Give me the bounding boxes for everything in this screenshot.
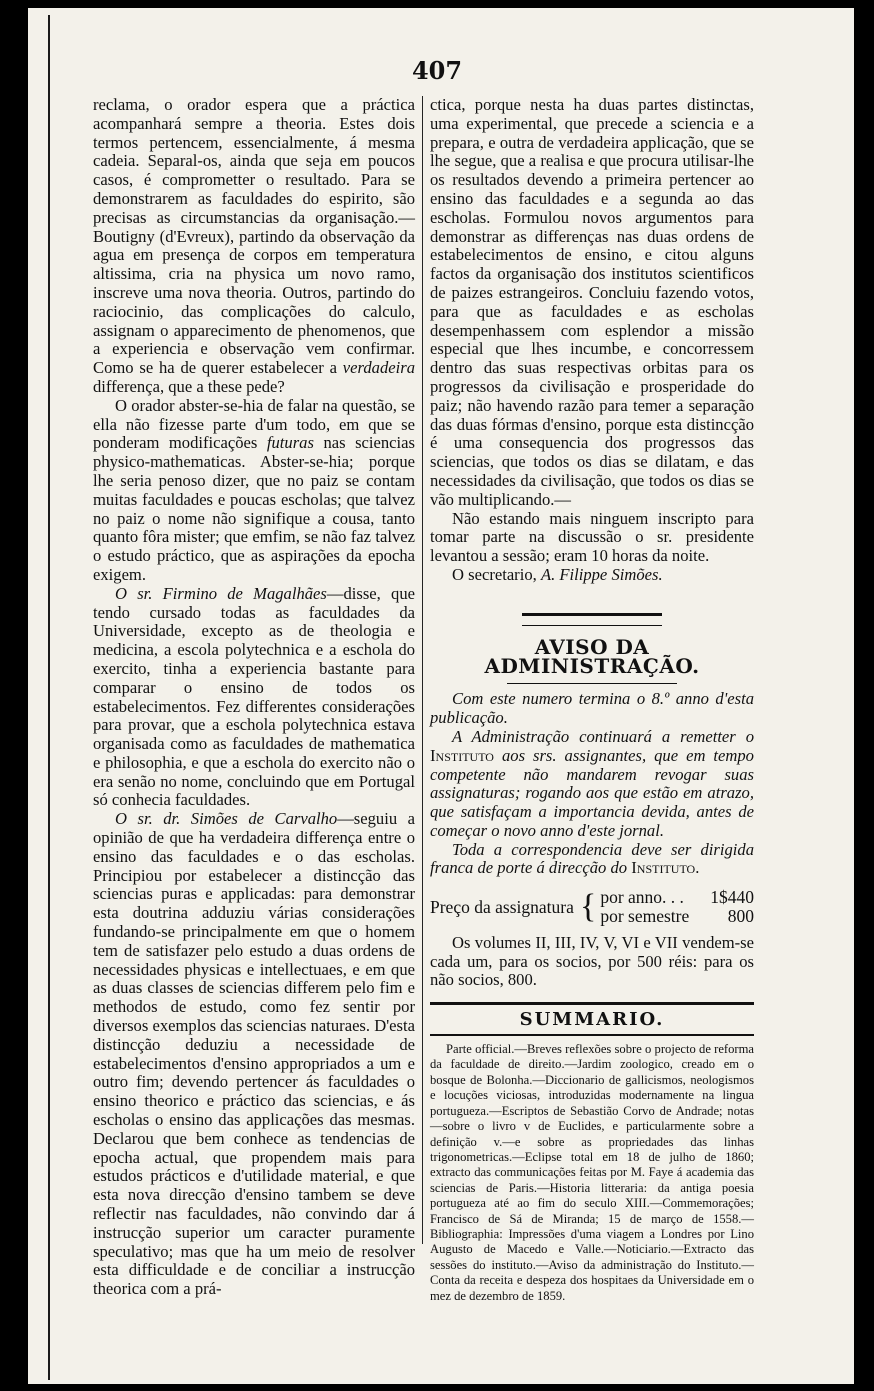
left-paragraph-3: O sr. Firmino de Magalhães—disse, que tendo cursado todas as faculdades da Universidade, excepto as de theologia e medicina, a escola polytechnica e a eschola do exercito, tinha a experiencia bastante para comparar o ensino de todos os estabelecimentos. Fez differentes considerações para provar, que a eschola polytechnica estava organisada como as faculdades de mathematica e philosophia, e que a eschola do exercito não o era senão no nome, concluindo que em Portugal só conhecia faculdades.: [93, 583, 415, 810]
subscription-price: [430, 888, 754, 926]
summary-title: SUMMARIO.: [519, 1009, 665, 1031]
aviso-paragraph-3: Toda a correspondencia deve ser dirigida franca de porte á direcção do Instituto.: [430, 839, 754, 878]
volumes-notice: Os volumes II, III, IV, V, VI e VII vendem-se cada um, para os socios, por 500 réis: para os não socios, 800.: [430, 932, 754, 990]
section-rule: [522, 613, 662, 626]
price-semester: por semestre 800: [600, 906, 754, 927]
right-column: [430, 96, 754, 1304]
price-year: por anno. . . 1$440: [600, 887, 754, 908]
summary-text: Parte official.—Breves reflexões sobre o projecto de reforma da faculdade de direito.—Jardim zoologico, creado em o bosque de Bolonha.—Diccionario de gallicismos, neologismos e locuções viciosas, introduzidas modernamente na lingua portugueza.—Escriptos de Sebastião Corvo de Andrade; notas—sobre o livro v de Euclides, e particularmente sobre a definição v.—e sobre as propriedades das linhas trigonometricas.—Eclipse total em 18 de julho de 1860; extracto das communicações feitas por M. Faye á academia das sciencias de Paris.—Historia litteraria: da antiga poesia portugueza até ao fim do seculo XIII.—Commemorações; Francisco de Sá de Miranda; 15 de março de 1558.—Bibliographia: Impressões d'uma viagem a Londres por Lino Augusto de Macedo e Valle.—Noticiario.—Extracto das sessões do instituto.—Aviso da administração do Instituto.—Conta da receita e despeza dos hospitaes da Universidade em o mez de dezembro de 1859.: [430, 1042, 754, 1303]
right-paragraph-2: Não estando mais ninguem inscripto para tomar parte na discussão o sr. presidente levantou a sessão; eram 10 horas da noite.: [430, 508, 754, 566]
aviso-paragraph-1: Com este numero termina o 8.º anno d'esta publicação.: [430, 689, 754, 728]
summary-bottom-rule: [430, 1034, 754, 1036]
page-edge-line: [48, 15, 50, 1380]
price-label: Preço da assignatura: [430, 896, 574, 917]
left-paragraph-1: reclama, o orador espera que a práctica acompanhará sempre a theoria. Estes dois termos pertencem, essencialmente, á mesma cadeia. Separal-os, ainda que seja em poucos casos, é comprometter o resultado. Para se demonstrarem as faculdades do espirito, são precisas as circumstancias da organisação.—Boutigny (d'Evreux), partindo da observação da agua em presença de corpos em temperatura altissima, cria na physica um novo ramo, inscreve uma nova theoria. Outros, partindo do raciocinio, das complicações do calculo, assignam o apparecimento de phenomenos, que a experiencia e observação vem confirmar. Como se ha de querer estabelecer a verdadeira differença, que a these pede?: [93, 95, 415, 396]
column-divider: [422, 96, 423, 1244]
left-column: [93, 96, 415, 1299]
aviso-rule: [507, 683, 677, 684]
aviso-title: AVISO DA ADMINISTRAÇÃO.: [484, 634, 700, 678]
aviso-paragraph-2: A Administração continuará a remetter o Instituto aos srs. assignantes, que em tempo competente não mandarem revogar suas assignaturas; rogando aos que estão em atrazo, que satisfaçam a importancia devida, antes de começar o novo anno d'este jornal.: [430, 726, 754, 840]
page-number: 407: [411, 56, 463, 85]
left-paragraph-2: O orador abster-se-hia de falar na questão, se ella não fizesse parte d'um todo, em que se ponderam modificações futuras nas sciencias physico-mathematicas. Abster-se-hia; porque lhe seria penoso dizer, que no paiz se contam muitas faculdades e poucas escholas; que talvez no paiz o nome não signifique a cousa, tanto quanto fôra mister; que emfim, se não faz talvez o estudo práctico, que as aspirações da epocha exigem.: [93, 395, 415, 584]
right-paragraph-1: ctica, porque nesta ha duas partes distinctas, uma experimental, que precede a sciencia e a prepara, e outra de verdadeira applicação, que se lhe segue, que a realisa e que procura utilisar-lhe os resultados devendo a primeira pertencer ao ensino das faculdades e a segunda ao das escholas. Formulou novos argumentos para demonstrar as differenças nas duas ordens de estabelecimentos de ensino, e citou alguns factos da organisação dos institutos scientificos de paizes estrangeiros. Concluiu fazendo votos, para que as faculdades e as escholas desempenhassem com esplendor a missão especial que lhes incumbe, e concorressem dentro das suas respectivas orbitas para os progressos da civilisação e prosperidade do paiz; não havendo razão para temer a separação das duas fórmas d'ensino, porque esta distincção é uma consequencia dos progressos das sciencias, que todos os dias se dilatam, e das necessidades da civilisação, que todos os dias se vão multiplicando.—: [430, 95, 754, 509]
summary-top-rule: [430, 1002, 754, 1005]
secretary-signature: O secretario, A. Filippe Simões.: [452, 564, 663, 584]
left-paragraph-4: O sr. dr. Simões de Carvalho—seguiu a opinião de que ha verdadeira differença entre o ensino das faculdades e o das escholas. Principiou por estabelecer a distincção das sciencias puras e applicadas: para demonstrar esta doutrina adduziu várias considerações fundando-se principalmente em que o homem tem de satisfazer pelo estudo a duas ordens de necessidades physicas e intellectuaes, e em que as duas classes de sciencias differem pelo fim e methodos de estudo, como fez sentir por diversos exemplos das sciencias naturaes. D'esta distincção deduziu a necessidade de estabelecimentos d'ensino appropriados a um e outro fim; devendo pertencer ás faculdades o ensino theorico e práctico das sciencias, e ás escholas o ensino das applicações das mesmas. Declarou que bem conhece as tendencias de epocha actual, que propendem mais para estudos prácticos e d'utilidade material, e que esta nova direcção d'ensino tambem se deve reflectir nas faculdades, não convindo dar á instrucção superior um caracter puramente speculativo; mas que ha um meio de resolver esta difficuldade e de conciliar a instrucção theorica com a prá-: [93, 809, 415, 1299]
brace-icon: {: [580, 888, 597, 926]
